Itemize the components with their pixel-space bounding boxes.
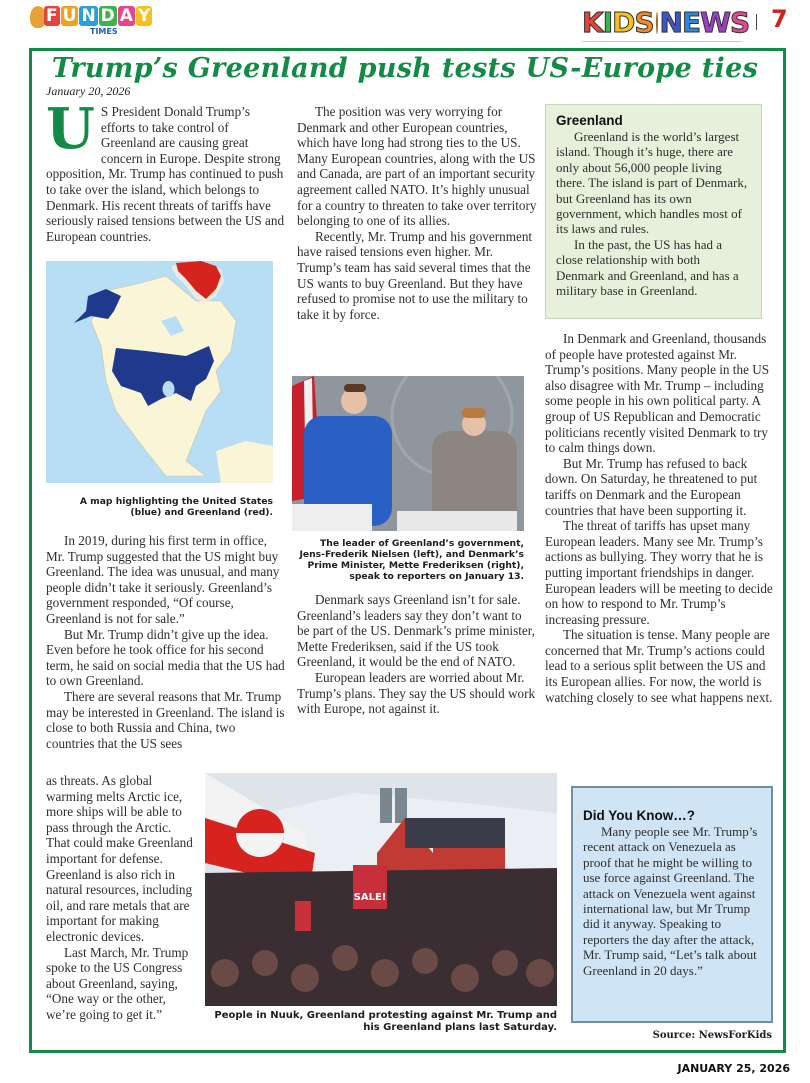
article-date: January 20, 2026: [46, 84, 131, 98]
logo-letter: I: [602, 6, 613, 39]
logo-letter: N: [81, 6, 96, 26]
logo-letter: Y: [137, 6, 151, 26]
fact-box-paragraph: In the past, the US has had a close relationship with both Denmark and Greenland, and has a military base in Greenland.: [556, 236, 739, 299]
drop-cap: U: [46, 96, 95, 162]
map-caption: A map highlighting the United States (blue) and Greenland (red).: [79, 496, 273, 518]
paragraph: There are several reasons that Mr. Trump may be interested in Greenland. The island is close to both Russia and China, two countries that the US sees: [46, 688, 285, 751]
paragraph: The situation is tense. Many people are concerned that Mr. Trump’s actions could lead to a serious split between the US and its European allies. For now, the world is watching closely to see what happens next.: [545, 627, 773, 705]
paragraph: European leaders are worried about Mr. Trump’s plans. They say the US should work with Europe, not against it.: [297, 669, 536, 717]
paragraph: Denmark says Greenland isn’t for sale. Greenland’s leaders say they don’t want to be part of the US. Denmark’s prime minister, Mette Frederiksen, said if the US took Greenland, it would be the end of NATO.: [297, 592, 535, 670]
column-2-top: [297, 104, 537, 322]
kids-news-logo: [582, 4, 750, 42]
logo-letter: U: [62, 6, 77, 26]
logo-letter: N: [659, 6, 682, 39]
fact-box-title: Greenland: [556, 113, 623, 128]
column-1-intro: [46, 96, 286, 244]
did-you-know-title: Did You Know…?: [583, 808, 695, 823]
paragraph: But Mr. Trump has refused to back down. On Saturday, he threatened to put tariffs on Denmark and the European countries that have been supporting it.: [545, 455, 758, 518]
leaders-photo: [292, 376, 524, 531]
intro-paragraph: [46, 96, 286, 244]
fact-box-paragraph: Greenland is the world’s largest island. Though it’s huge, there are only about 56,000 people living there. The island is part of Denmark, but Greenland has its own government, which handles most of its laws and rules.: [556, 129, 748, 237]
source-credit: Source: NewsForKids: [652, 1030, 772, 1041]
paragraph: The position was very worrying for Denmark and other European countries, which have long had strong ties to the US. Many European countries, along with the US and Canada, are part of an important security agreement called NATO. It’s highly unusual for a country to threaten to take over territory belonging to one of its allies.: [297, 104, 537, 229]
paragraph: In 2019, during his first term in office, Mr. Trump suggested that the US might buy Greenland. The idea was unusual, and many people didn’t take it seriously. Greenland’s government responded, “Of course, Greenland is not for sale.”: [46, 533, 280, 626]
nuuk-protest-image: [205, 773, 557, 1006]
protest-photo: [205, 773, 557, 1006]
north-america-map-image: [46, 261, 273, 483]
leaders-caption: The leader of Greenland’s government, Jens-Frederik Nielsen (left), and Denmark’s Prime Minister, Mette Frederiksen (right), speak to reporters on January 13.: [299, 538, 524, 582]
header-divider: [756, 14, 757, 30]
logo-letter: A: [119, 6, 133, 26]
column-3: [545, 331, 777, 705]
paragraph: Recently, Mr. Trump and his government have raised tensions even higher. Mr. Trump’s team has said several times that the US wants to buy Greenland. But they have refused to promise not to use the military to take it by force.: [297, 228, 533, 322]
logo-letter: S: [730, 6, 750, 39]
article-headline: Trump’s Greenland push tests US-Europe ties: [51, 53, 759, 84]
did-you-know-box: [571, 786, 773, 1023]
greenland-fact-box: [545, 104, 762, 319]
issue-date: JANUARY 25, 2026: [677, 1062, 790, 1075]
logo-letter: K: [582, 6, 603, 39]
did-you-know-body: Many people see Mr. Trump’s recent attack on Venezuela as proof that he might be willing to use force against Greenland. The attack on Venezuela went against international law, but Mr Trump did it anyway. Speaking to reporters the day after the attack, Mr. Trump said, “Let’s talk about Greenland in 20 days.”: [583, 824, 758, 978]
leaders-press-conference-image: [292, 376, 524, 531]
funday-subtitle: TIMES: [90, 27, 118, 36]
funday-wordmark: [44, 6, 152, 26]
funday-times-logo: [30, 4, 151, 40]
paragraph: as threats. As global warming melts Arctic ice, more ships will be able to pass through the Arctic. That could make Greenland important for defense. Greenland is also rich in natural resources, including oil, and rare metals that are important for making electronic devices.: [46, 773, 193, 944]
intro-text: S President Donald Trump’s efforts to take control of Greenland are causing great concern in Europe. Despite strong opposition, Mr. Trump has continued to push to take over the island, which belongs to Denmark. His recent threats of tariffs have seriously raised tensions between the US and European countries.: [46, 104, 285, 244]
paragraph: But Mr. Trump didn’t give up the idea. Even before he took office for his second term, he said on social media that the US had to own Greenland.: [46, 626, 285, 689]
paragraph: The threat of tariffs has upset many European leaders. Many see Mr. Trump’s actions as bullying. They worry that he is putting important friendships in danger. European leaders will be meeting to decide on how to respond to Mr. Trump’s increasing pressure.: [545, 518, 773, 627]
logo-letter: S: [634, 6, 654, 39]
logo-letter: E: [681, 6, 701, 39]
page-number: 7: [771, 5, 788, 33]
logo-letter: F: [46, 6, 58, 26]
protest-caption: People in Nuuk, Greenland protesting against Mr. Trump and his Greenland plans last Saturday.: [214, 1010, 557, 1033]
column-2-bottom: [297, 592, 537, 717]
paragraph: Last March, Mr. Trump spoke to the US Congress about Greenland, saying, “One way or the other, we’re going to get it.”: [46, 944, 189, 1022]
column-1-body: [46, 533, 286, 751]
map-graphic: [46, 261, 273, 483]
logo-letter: W: [700, 6, 731, 39]
svg-text:SALE!: SALE!: [353, 892, 387, 903]
kid-reading-icon: [656, 12, 658, 34]
column-1-lower: [46, 773, 198, 1023]
logo-letter: D: [100, 6, 115, 26]
logo-letter: D: [612, 6, 635, 39]
paragraph: In Denmark and Greenland, thousands of people have protested against Mr. Trump’s positions. Many people in the US also disagree with Mr. Trump – including some people in his own political party. A group of US Republican and Democratic politicians recently visited Denmark to try to calm things down.: [545, 331, 770, 456]
